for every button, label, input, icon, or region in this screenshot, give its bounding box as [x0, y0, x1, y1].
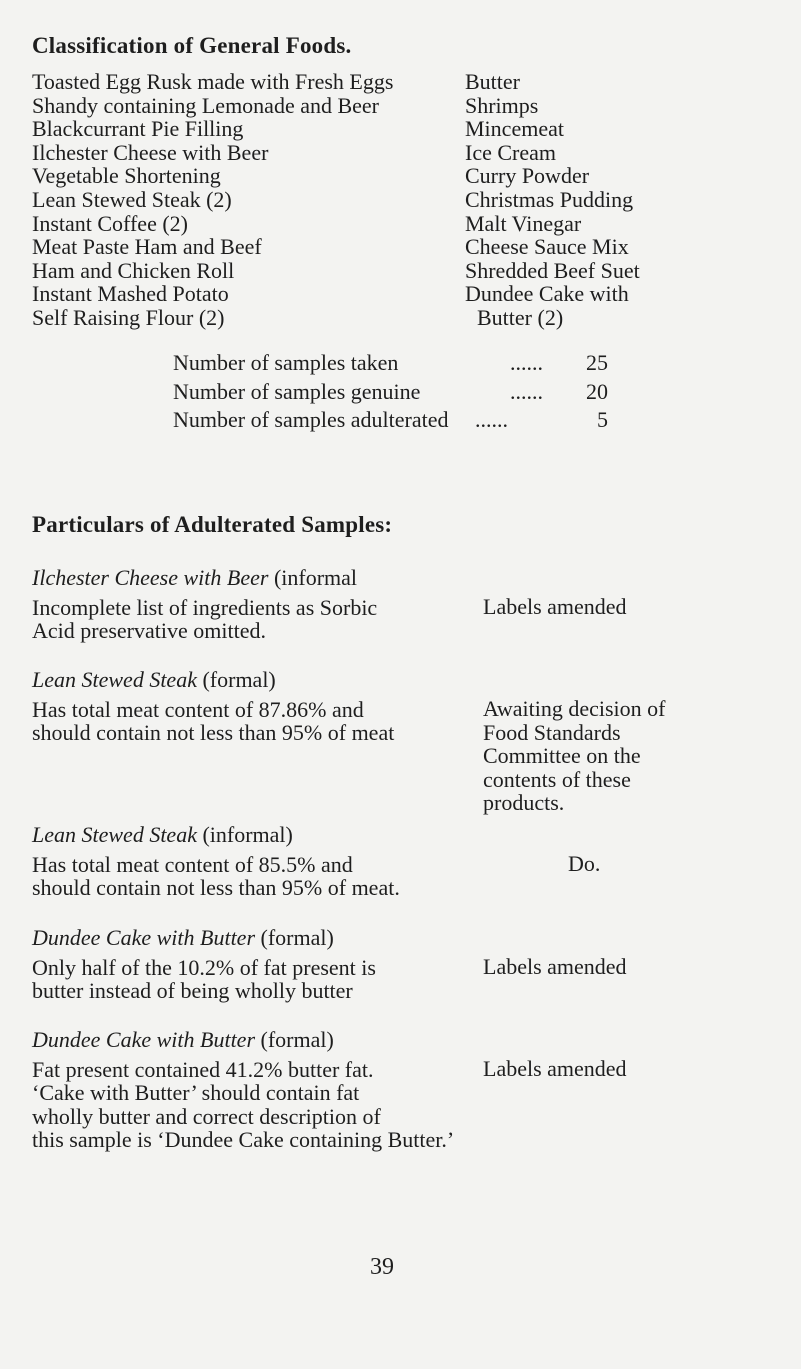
samples-genuine-row — [173, 378, 773, 407]
samples-genuine-value: 20 — [586, 378, 608, 404]
particular-entry — [32, 1028, 772, 1152]
entry-body-line: butter instead of being wholly butter — [32, 978, 353, 1004]
food-item: Lean Stewed Steak (2) — [32, 186, 232, 212]
food-item: Self Raising Flour (2) — [32, 304, 225, 330]
food-item: Dundee Cake with — [465, 281, 629, 307]
entry-title: Dundee Cake with Butter — [32, 1027, 256, 1052]
food-item: Ilchester Cheese with Beer — [32, 139, 269, 165]
entry-qualifier: (formal) — [202, 667, 276, 692]
entry-title: Dundee Cake with Butter — [32, 925, 256, 950]
food-item: Mincemeat — [465, 116, 564, 142]
entry-action-line: products. — [483, 790, 565, 816]
samples-adulterated-label: Number of samples adulterated — [173, 407, 449, 433]
entry-action: Labels amended — [483, 954, 627, 979]
entry-action-line: Food Standards — [483, 719, 621, 745]
dot-leader: ...... — [510, 350, 543, 375]
entry-body-line: should contain not less than 95% of meat — [32, 720, 395, 746]
entry-action — [483, 697, 773, 815]
entry-body — [32, 596, 472, 643]
entry-body — [32, 698, 472, 745]
entry-body-line: Incomplete list of ingredients as Sorbic — [32, 594, 378, 620]
food-item: Vegetable Shortening — [32, 163, 221, 189]
samples-summary — [173, 349, 773, 435]
food-item: Blackcurrant Pie Filling — [32, 116, 244, 142]
samples-taken-row — [173, 349, 773, 378]
food-item: Ham and Chicken Roll — [32, 257, 235, 283]
entry-action: Do. — [568, 851, 601, 876]
entry-body-line: Fat present contained 41.2% butter fat. — [32, 1056, 374, 1082]
entry-body — [32, 956, 472, 1003]
entry-action: Labels amended — [483, 1056, 627, 1081]
entry-action-line: contents of these — [483, 766, 631, 792]
particulars-heading: Particulars of Adulterated Samples: — [32, 512, 393, 537]
foods-list-left — [32, 70, 393, 330]
samples-taken-label: Number of samples taken — [173, 350, 399, 375]
food-item: Butter (2) — [477, 304, 564, 330]
entry-body-line: should contain not less than 95% of meat. — [32, 875, 400, 901]
food-item: Butter — [465, 69, 520, 94]
entry-qualifier: (informal) — [202, 822, 293, 847]
page-heading: Classification of General Foods. — [32, 33, 352, 58]
entry-body-line: Only half of the 10.2% of fat present is — [32, 954, 376, 980]
dot-leader: ...... — [510, 378, 543, 404]
particular-entry — [32, 823, 772, 900]
entry-action-line: Awaiting decision of — [483, 696, 666, 721]
particular-entry — [32, 926, 772, 1003]
entry-qualifier: (formal) — [260, 925, 334, 950]
food-item: Cheese Sauce Mix — [465, 234, 629, 260]
entry-body-line: this sample is ‘Dundee Cake containing Butter.’ — [32, 1127, 455, 1153]
entry-action-line: Committee on the — [483, 743, 641, 769]
entry-title: Lean Stewed Steak — [32, 822, 197, 847]
entry-body-line: Has total meat content of 87.86% and — [32, 696, 364, 722]
samples-taken-value: 25 — [586, 350, 608, 375]
samples-genuine-label: Number of samples genuine — [173, 378, 421, 404]
food-item: Malt Vinegar — [465, 210, 582, 236]
entry-body-line: wholly butter and correct description of — [32, 1103, 381, 1129]
food-item: Curry Powder — [465, 163, 590, 189]
entry-qualifier: (formal) — [260, 1027, 334, 1052]
food-item: Shrimps — [465, 92, 539, 118]
dot-leader: ...... — [475, 407, 508, 433]
food-item: Meat Paste Ham and Beef — [32, 234, 262, 260]
entry-title: Lean Stewed Steak — [32, 667, 197, 692]
page-number: 39 — [370, 1254, 394, 1280]
entry-title: Ilchester Cheese with Beer — [32, 565, 269, 590]
food-item: Instant Mashed Potato — [32, 281, 229, 307]
foods-list-right — [465, 70, 640, 330]
food-item: Shandy containing Lemonade and Beer — [32, 92, 380, 118]
food-item: Christmas Pudding — [465, 186, 634, 212]
particular-entry — [32, 566, 772, 643]
entry-body-line: Has total meat content of 85.5% and — [32, 851, 353, 877]
entry-qualifier: (informal — [273, 565, 358, 590]
food-item: Ice Cream — [465, 139, 556, 165]
entry-body-line: ‘Cake with Butter’ should contain fat — [32, 1080, 360, 1106]
food-item: Instant Coffee (2) — [32, 210, 188, 236]
entry-body-line: Acid preservative omitted. — [32, 618, 266, 644]
entry-action: Labels amended — [483, 594, 627, 619]
food-item: Shredded Beef Suet — [465, 257, 640, 283]
food-item: Toasted Egg Rusk made with Fresh Eggs — [32, 69, 394, 94]
particular-entry — [32, 667, 772, 816]
samples-adulterated-row — [173, 406, 773, 435]
samples-adulterated-value: 5 — [597, 407, 608, 433]
